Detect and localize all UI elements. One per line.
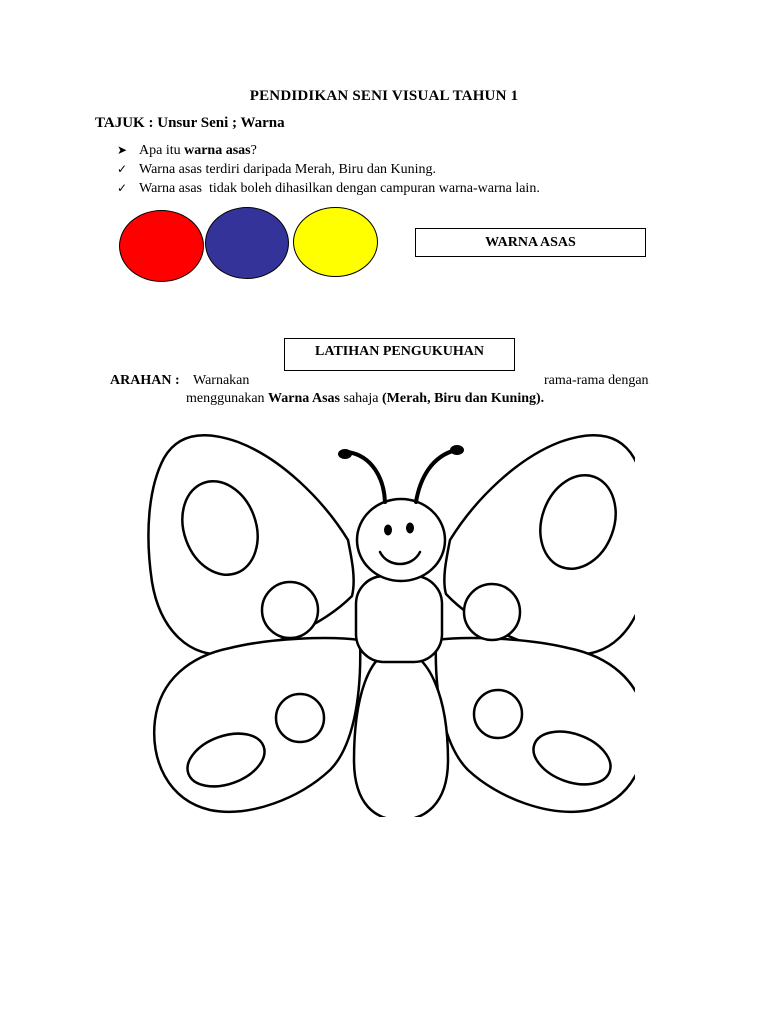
head — [357, 499, 445, 581]
instruction-label: ARAHAN : — [110, 373, 180, 388]
topic-value: Unsur Seni ; Warna — [157, 115, 285, 131]
primary-colors-label-box: WARNA ASAS — [415, 228, 646, 257]
bullet-list — [117, 141, 540, 198]
check-bullet-icon: ✓ — [117, 181, 128, 195]
right-lower-round-spot — [474, 690, 522, 738]
butterfly-outline — [145, 432, 635, 817]
left-lower-wing — [154, 638, 360, 812]
question-text: Apa itu warna asas? — [139, 143, 257, 158]
red-color-swatch — [119, 210, 204, 282]
right-lower-wing — [436, 638, 635, 812]
arrow-bullet-icon: ➤ — [117, 143, 128, 157]
check-bullet-icon: ✓ — [117, 162, 128, 176]
topic-line — [95, 115, 285, 132]
left-antenna-tip — [338, 449, 352, 459]
instruction-text-start: Warnakan — [193, 373, 250, 388]
left-upper-round-spot — [262, 582, 318, 638]
left-eye — [384, 525, 392, 536]
fact-text: Warna asas terdiri daripada Merah, Biru dan Kuning. — [139, 162, 437, 177]
abdomen — [354, 650, 448, 817]
yellow-color-swatch — [293, 207, 378, 277]
fact-text: Warna asas tidak boleh dihasilkan dengan campuran warna-warna lain. — [139, 181, 540, 196]
list-item — [117, 179, 540, 198]
exercise-heading-box: LATIHAN PENGUKUHAN — [284, 338, 515, 371]
left-antenna — [348, 452, 385, 502]
instruction-line-2: menggunakan Warna Asas sahaja (Merah, Biru dan Kuning). — [186, 391, 545, 406]
thorax — [356, 576, 442, 662]
right-upper-round-spot — [464, 584, 520, 640]
right-antenna-tip — [450, 445, 464, 455]
left-lower-round-spot — [276, 694, 324, 742]
topic-label: TAJUK : — [95, 115, 154, 131]
list-item — [117, 160, 540, 179]
list-item — [117, 141, 540, 160]
right-antenna — [416, 450, 456, 502]
right-eye — [406, 523, 414, 534]
blue-color-swatch — [205, 207, 289, 279]
page-title: PENDIDIKAN SENI VISUAL TAHUN 1 — [249, 88, 519, 104]
instruction-text-end: rama-rama dengan — [544, 373, 649, 388]
